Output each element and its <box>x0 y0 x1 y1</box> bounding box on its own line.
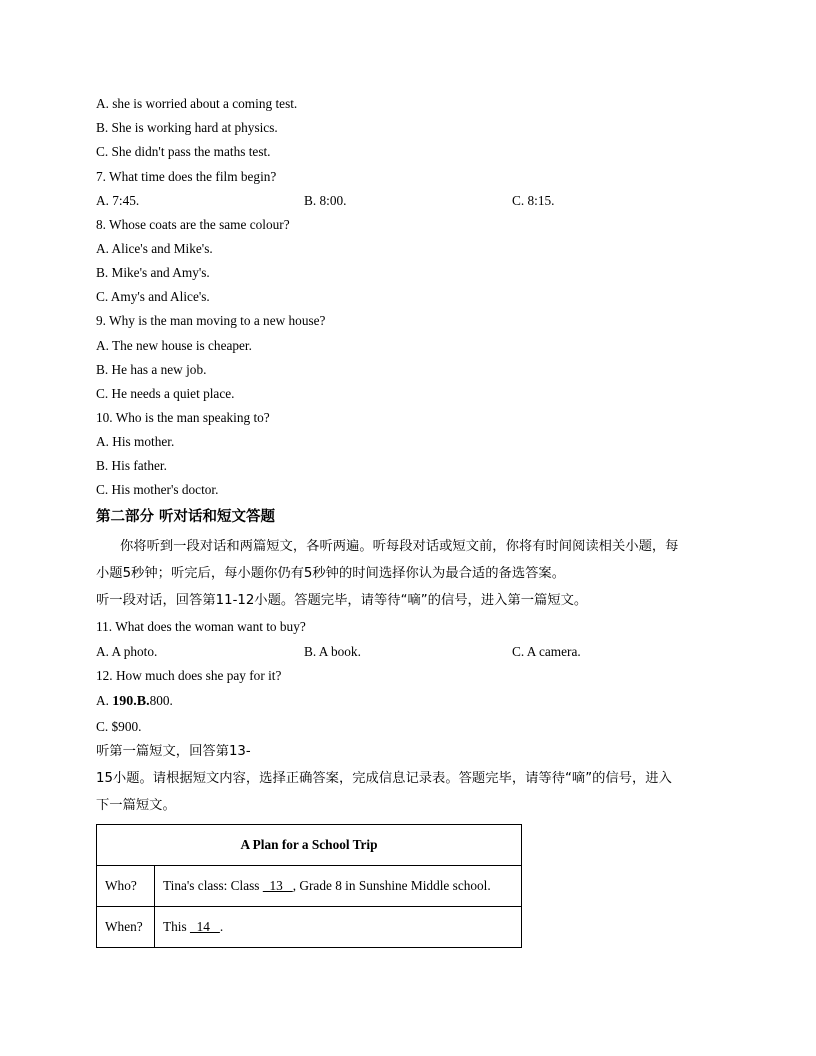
row-text-after: . <box>219 919 224 934</box>
passage-line3: 下一篇短文。 <box>96 798 176 813</box>
part2-instruction: 听一段对话，回答第11-12小题。答题完毕，请等待“嘀”的信号，进入第一篇短文。 <box>96 593 588 608</box>
q11-options <box>96 644 716 660</box>
blank-13: 13 <box>262 878 293 893</box>
row-text-before: Tina's class: Class <box>163 878 263 893</box>
q9-option-b: B. He has a new job. <box>96 362 207 377</box>
row-text-before: This <box>163 919 190 934</box>
q9-option-a: A. The new house is cheaper. <box>96 338 252 353</box>
q8-option-c: C. Amy's and Alice's. <box>96 289 210 304</box>
q12-option-a <box>96 693 173 710</box>
part2-intro-line2: 小题5秒钟；听完后，每小题你仍有5秒钟的时间选择你认为最合适的备选答案。 <box>96 566 566 581</box>
q10-question: 10. Who is the man speaking to? <box>96 410 270 425</box>
q9-option-c: C. He needs a quiet place. <box>96 386 235 401</box>
table-title: A Plan for a School Trip <box>97 825 522 866</box>
school-trip-plan-table <box>96 824 522 948</box>
row-label-when: When? <box>97 907 155 948</box>
q7-option-a: A. 7:45. <box>96 193 140 208</box>
q6-option-a: A. she is worried about a coming test. <box>96 96 298 111</box>
table-title-row <box>97 825 522 866</box>
q8-option-a: A. Alice's and Mike's. <box>96 241 213 256</box>
q10-option-c: C. His mother's doctor. <box>96 482 219 497</box>
row-label-who: Who? <box>97 866 155 907</box>
q8-option-b: B. Mike's and Amy's. <box>96 265 210 280</box>
q11-question: 11. What does the woman want to buy? <box>96 619 306 634</box>
row-content-who <box>155 866 522 907</box>
q6-option-c: C. She didn't pass the maths test. <box>96 144 271 159</box>
q11-option-a: A. A photo. <box>96 644 158 659</box>
q12-option-c: C. $900. <box>96 719 142 734</box>
q12-option-a-prefix: A. <box>96 693 113 708</box>
q10-option-b: B. His father. <box>96 458 167 473</box>
q12-option-a-bold: 190.B. <box>112 694 150 709</box>
table-row <box>97 907 522 948</box>
q11-option-b: B. A book. <box>304 644 361 659</box>
q6-option-b: B. She is working hard at physics. <box>96 120 278 135</box>
q12-question: 12. How much does she pay for it? <box>96 668 282 683</box>
q7-options <box>96 193 716 209</box>
q8-question: 8. Whose coats are the same colour? <box>96 217 290 232</box>
q7-option-c: C. 8:15. <box>512 193 555 208</box>
passage-line2: 15小题。请根据短文内容，选择正确答案，完成信息记录表。答题完毕，请等待“嘀”的信号，进入 <box>96 771 672 786</box>
part2-intro-line1: 你将听到一段对话和两篇短文，各听两遍。听每段对话或短文前，你将有时间阅读相关小题，每 <box>120 539 679 554</box>
passage-line1: 听第一篇短文，回答第13- <box>96 744 251 759</box>
row-text-after: , Grade 8 in Sunshine Middle school. <box>292 878 491 893</box>
q11-option-c: C. A camera. <box>512 644 581 659</box>
q10-option-a: A. His mother. <box>96 434 175 449</box>
q9-question: 9. Why is the man moving to a new house? <box>96 313 326 328</box>
part2-heading: 第二部分 听对话和短文答题 <box>96 509 276 525</box>
q7-question: 7. What time does the film begin? <box>96 169 277 184</box>
q7-option-b: B. 8:00. <box>304 193 347 208</box>
table-row <box>97 866 522 907</box>
blank-14: 14 <box>189 919 220 934</box>
row-content-when <box>155 907 522 948</box>
q12-option-a-rest: 800. <box>149 693 173 708</box>
